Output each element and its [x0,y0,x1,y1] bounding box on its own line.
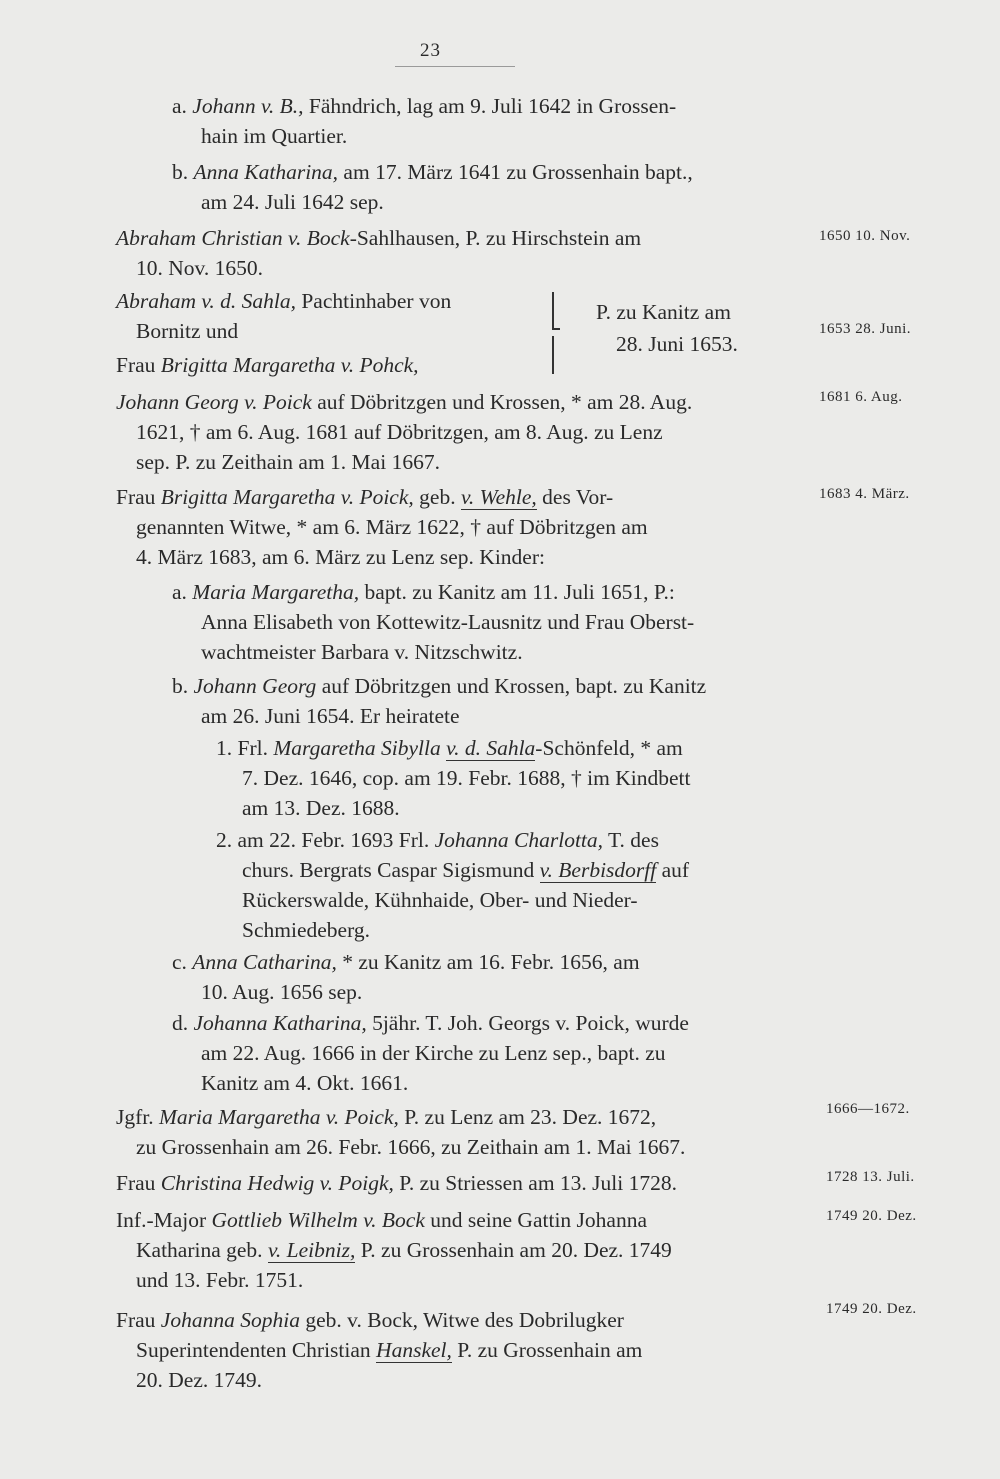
name-text: Abraham v. d. Sahla, [116,289,296,313]
text-line [216,738,683,760]
text-span: -Sahlhausen, P. zu Hirschstein am [349,226,642,250]
text-span: P. zu Striessen am 13. Juli 1728. [393,1171,677,1195]
text-span: am 26. Juni 1654. Er heiratete [201,704,460,728]
text-line [136,517,648,539]
name-text: Johann v. B., [192,94,304,118]
text-span: 20. Dez. 1749. [136,1368,262,1392]
name-text: Johann Georg [193,674,317,698]
text-span: auf Döbritzgen und Krossen, bapt. zu Kanitz [316,674,707,698]
text-span: am 24. Juli 1642 sep. [201,190,384,214]
name-text: Abraham Christian v. Bock [116,226,350,250]
text-line [116,1107,656,1129]
name-text: Maria Margaretha v. Poick, [159,1105,399,1129]
text-line [136,1240,672,1262]
text-span: Jgfr. [116,1105,159,1129]
text-span: am 22. Aug. 1666 in der Kirche zu Lenz sep., bapt. zu [201,1041,666,1065]
text-line [201,1043,666,1065]
text-span: Bornitz und [136,319,239,343]
text-line [201,192,384,214]
text-span: a. [172,94,193,118]
text-span: Frau [116,353,161,377]
text-line [136,1270,303,1292]
text-span: 28. Juni 1653. [616,332,738,356]
text-line [172,96,676,118]
text-span: 4. März 1683, am 6. März zu Lenz sep. Kinder: [136,545,545,569]
margin-date: 1653 28. Juni. [819,321,912,337]
page-number: 23 [420,40,441,61]
text-span: Frau [116,485,161,509]
text-line [172,162,693,184]
margin-date: 1749 20. Dez. [826,1208,917,1224]
text-span: Kanitz am 4. Okt. 1661. [201,1071,409,1095]
text-line [116,487,613,509]
text-line [201,126,347,148]
text-span: Frau [116,1308,161,1332]
name-text: Johann Georg v. Poick [116,390,312,414]
text-span: Inf.-Major [116,1208,212,1232]
name-text: Johanna Sophia [160,1308,300,1332]
text-line [172,952,640,974]
text-span: a. [172,580,193,604]
text-span: am 17. März 1641 zu Grossenhain bapt., [338,160,693,184]
text-line [201,642,523,664]
text-line [136,321,238,343]
name-text: Brigitta Margaretha v. Pohck, [160,353,419,377]
text-line [136,1340,642,1362]
page-number-rule [395,66,515,67]
text-line [616,334,738,356]
name-text: Anna Katharina, [193,160,339,184]
text-line [136,1370,262,1392]
text-span: 5jähr. T. Joh. Georgs v. Poick, wurde [366,1011,689,1035]
text-line [596,302,731,324]
text-span: genannten Witwe, * am 6. März 1622, † auf Döbritzgen am [136,515,648,539]
text-span: wachtmeister Barbara v. Nitzschwitz. [201,640,523,664]
name-text: Johanna Charlotta, [434,828,604,852]
text-span: hain im Quartier. [201,124,348,148]
text-span: churs. Bergrats Caspar Sigismund [242,858,540,882]
name-text: Brigitta Margaretha v. Poick, [160,485,414,509]
text-span: Rückerswalde, Kühnhaide, Ober- und Nieder- [242,888,638,912]
text-span: c. [172,950,193,974]
text-line [116,1310,624,1332]
text-span: 1. Frl. [216,736,274,760]
text-span: bapt. zu Kanitz am 11. Juli 1651, P.: [359,580,675,604]
text-line [201,1073,408,1095]
text-line [136,258,263,280]
text-span: P. zu Grossenhain am [451,1338,643,1362]
text-line [116,355,419,377]
name-text: v. Wehle, [460,485,537,509]
text-span: P. zu Lenz am 23. Dez. 1672, [398,1105,657,1129]
text-span: 7. Dez. 1646, cop. am 19. Febr. 1688, † im Kindbett [242,766,691,790]
text-span: 10. Aug. 1656 sep. [201,980,363,1004]
text-span: 1621, † am 6. Aug. 1681 auf Döbritzgen, am 8. Aug. zu Lenz [136,420,663,444]
name-text: v. d. Sahla [446,736,536,760]
text-span: auf Döbritzgen und Krossen, * am 28. Aug. [311,390,693,414]
text-span: sep. P. zu Zeithain am 1. Mai 1667. [136,450,440,474]
text-line [242,860,689,882]
text-span: Anna Elisabeth von Kottewitz-Lausnitz und Frau Oberst- [201,610,695,634]
margin-date: 1728 13. Juli. [826,1169,915,1185]
name-text: Gottlieb Wilhelm v. Bock [211,1208,425,1232]
text-span: P. zu Kanitz am [596,300,731,324]
text-line [201,982,362,1004]
text-span: b. [172,674,194,698]
text-line [201,612,694,634]
name-text: v. Berbisdorff [539,858,657,882]
text-span: 10. Nov. 1650. [136,256,264,280]
text-span: und 13. Febr. 1751. [136,1268,304,1292]
margin-date: 1683 4. März. [819,486,910,502]
text-line [172,1013,689,1035]
text-span: 2. am 22. Febr. 1693 Frl. [216,828,435,852]
text-span: zu Grossenhain am 26. Febr. 1666, zu Zeithain am 1. Mai 1667. [136,1135,686,1159]
text-line [136,422,663,444]
text-line [201,706,460,728]
text-span: geb. v. Bock, Witwe des Dobrilugker [299,1308,624,1332]
text-line [136,547,545,569]
text-span: Superintendenten Christian [136,1338,377,1362]
text-line [242,768,690,790]
text-span: geb. [413,485,461,509]
text-line [116,291,451,313]
margin-date: 1666—1672. [826,1101,910,1117]
text-line [242,890,638,912]
text-span: Schmiedeberg. [242,918,370,942]
margin-date: 1650 10. Nov. [819,228,911,244]
text-span: d. [172,1011,194,1035]
name-text: Christina Hedwig v. Poigk, [160,1171,394,1195]
text-span: Pachtinhaber von [295,289,452,313]
name-text: Anna Catharina, [192,950,337,974]
text-span: Frau [116,1171,161,1195]
margin-date: 1681 6. Aug. [819,389,903,405]
text-span: -Schönfeld, * am [535,736,683,760]
text-line [216,830,659,852]
text-span: Fähndrich, lag am 9. Juli 1642 in Grossen- [303,94,677,118]
text-span: auf [656,858,690,882]
text-line [136,1137,685,1159]
text-span: des Vor- [536,485,614,509]
text-span: Katharina geb. [136,1238,268,1262]
text-span: b. [172,160,194,184]
name-text: Johanna Katharina, [193,1011,367,1035]
text-span: und seine Gattin Johanna [424,1208,647,1232]
text-line [116,1173,677,1195]
text-line [172,582,675,604]
name-text: Maria Margaretha, [192,580,360,604]
text-span: * zu Kanitz am 16. Febr. 1656, am [336,950,640,974]
name-text: Margaretha Sibylla [273,736,441,760]
text-line [242,798,400,820]
name-text: v. Leibniz, [267,1238,356,1262]
text-line [172,676,706,698]
text-line [116,392,692,414]
text-span: am 13. Dez. 1688. [242,796,400,820]
margin-date: 1749 20. Dez. [826,1301,917,1317]
text-line [136,452,440,474]
text-line [242,920,370,942]
text-line [116,1210,647,1232]
text-span: T. des [603,828,659,852]
name-text: Hanskel, [376,1338,452,1362]
text-span: P. zu Grossenhain am 20. Dez. 1749 [355,1238,672,1262]
text-line [116,228,641,250]
